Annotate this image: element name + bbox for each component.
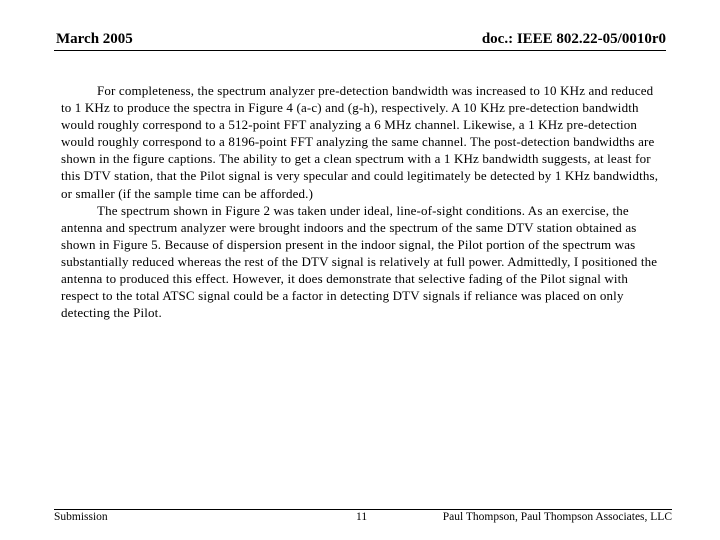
paragraph-1: For completeness, the spectrum analyzer pre-detection bandwidth was increased to 10 KHz and reduced to 1 KHz to produce the spectra in Figure 4 (a-c) and (g-h), respectively. A 10 KHz pre-detection bandwidth would roughly correspond to a 512-point FFT analyzing a 6 MHz channel. Likewise, a 1 KHz pre-detection would roughly correspond to a 8196-point FFT analyzing the same channel. The post-detection bandwidths are shown in the figure captions. The ability to get a clean spectrum with a 1 KHz bandwidth suggests, at least for this DTV station, that the Pilot signal is very specular and could legitimately be detected by 1 KHz bandwidths, or smaller (if the sample time can be afforded.) (61, 83, 659, 201)
footer-page-number: 11 (356, 511, 368, 523)
body-text (61, 82, 666, 321)
header-divider (54, 50, 666, 51)
header-date: March 2005 (56, 31, 133, 47)
footer-submission: Submission (54, 511, 108, 523)
header-document-id: doc.: IEEE 802.22-05/0010r0 (481, 31, 666, 47)
footer-author: Paul Thompson, Paul Thompson Associates, LLC (442, 511, 672, 523)
paragraph-2: The spectrum shown in Figure 2 was taken under ideal, line-of-sight conditions. As an exercise, the antenna and spectrum analyzer were brought indoors and the spectrum of the same DTV station obtained as shown in Figure 5. Because of dispersion present in the indoor signal, the Pilot portion of the spectrum was substantially reduced whereas the rest of the DTV signal is relatively at full power. Admittedly, I positioned the antenna to produced this effect. However, it does demonstrate that selective fading of the Pilot signal with respect to the total ATSC signal could be a factor in detecting DTV signals if reliance was placed on only detecting the Pilot. (61, 202, 658, 321)
